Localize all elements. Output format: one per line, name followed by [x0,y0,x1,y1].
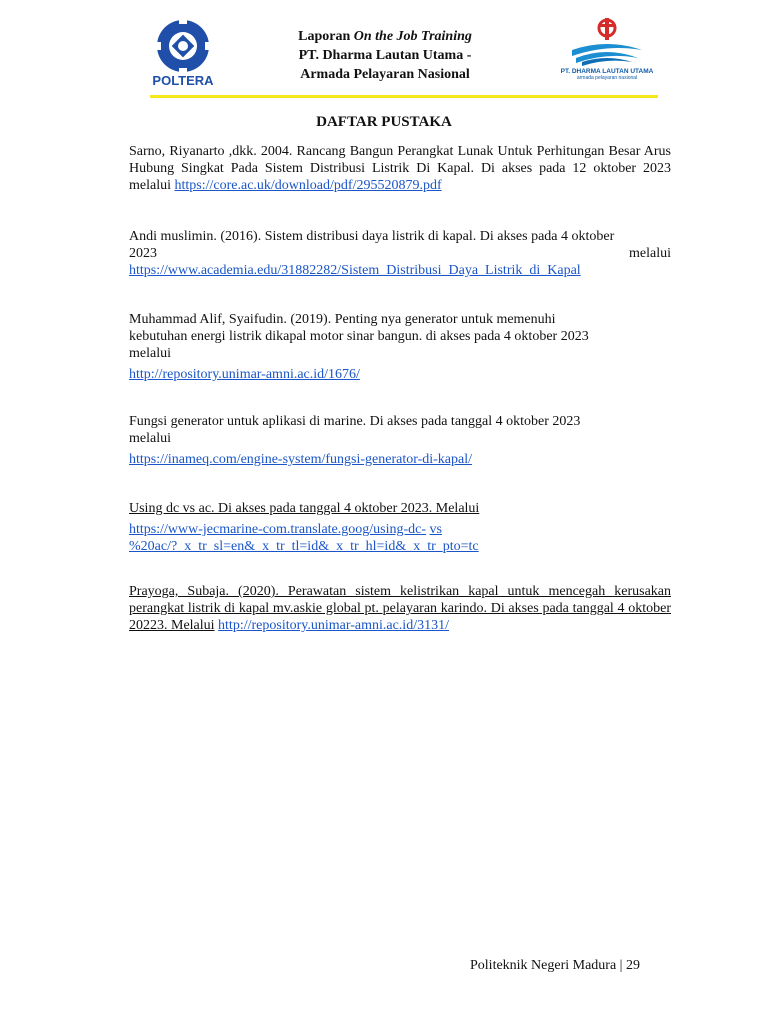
reference-1-text: Sarno, Riyanarto ,dkk. 2004. Rancang Bangun Perangkat Lunak Untuk Perhitungan Besar Arus Hubung Singkat Pada Sistem Distribusi Listrik Di Kapal. Di akses pada 12 oktober 2023 melalui [129,144,671,193]
reference-3-line3: melalui [129,346,171,361]
title-italic: On the Job Training [353,29,472,44]
reference-1-link[interactable]: https://core.ac.uk/download/pdf/295520879.pdf [174,178,442,193]
reference-4-line2: melalui [129,431,171,446]
poltera-logo-text: POLTERA [152,73,214,88]
title-line3: Armada Pelayaran Nasional [300,67,470,82]
title-line2: PT. Dharma Lautan Utama - [298,48,472,63]
reference-2 [129,228,671,279]
dharma-logo-text: PT. DHARMA LAUTAN UTAMA [560,68,654,75]
reference-2-year: 2023 [129,246,157,261]
page-heading: DAFTAR PUSTAKA [316,114,452,130]
header-divider [150,95,658,98]
dharma-logo-subtext: armada pelayaran nasional [576,75,638,81]
reference-6-text: Prayoga, Subaja. (2020). Perawatan sistem kelistrikan kapal untuk mencegah kerusakan perangkat listrik di kapal mv.askie global pt. pelayaran karindo. Di akses pada tanggal 4 oktober 20223. Melalui [129,584,671,633]
reference-5-link-part2[interactable]: vs [429,522,442,537]
reference-1 [129,143,671,194]
reference-4 [129,413,671,468]
reference-5-line1: Using dc vs ac. Di akses pada tanggal 4 oktober 2023. Melalui [129,501,480,516]
reference-3-line2: kebutuhan energi listrik dikapal motor sinar bangun. di akses pada 4 oktober 2023 [129,329,589,344]
reference-3-line1: Muhammad Alif, Syaifudin. (2019). Penting nya generator untuk memenuhi [129,312,556,327]
reference-5-link-line2[interactable]: %20ac/?_x_tr_sl=en&_x_tr_tl=id&_x_tr_hl=id&_x_tr_pto=tc [129,539,479,554]
header-title [250,27,520,84]
reference-2-melalui: melalui [629,246,671,261]
title-prefix: Laporan [298,29,351,44]
reference-5-link-part1[interactable]: https://www-jecmarine-com.translate.goog/using-dc- [129,522,427,537]
reference-6 [129,583,671,634]
reference-4-line1: Fungsi generator untuk aplikasi di marine. Di akses pada tanggal 4 oktober 2023 [129,414,581,429]
reference-3-link[interactable]: http://repository.unimar-amni.ac.id/1676/ [129,367,360,382]
reference-6-link[interactable]: http://repository.unimar-amni.ac.id/3131/ [218,618,449,633]
reference-3 [129,311,671,383]
reference-4-link[interactable]: https://inameq.com/engine-system/fungsi-generator-di-kapal/ [129,452,473,467]
reference-2-line1: Andi muslimin. (2016). Sistem distribusi daya listrik di kapal. Di akses pada 4 oktober [129,229,615,244]
poltera-logo [150,18,216,88]
page-footer: Politeknik Negeri Madura | 29 [470,958,640,973]
reference-2-link[interactable]: https://www.academia.edu/31882282/Sistem_Distribusi_Daya_Listrik_di_Kapal [129,263,581,278]
dharma-lautan-logo [560,16,654,81]
reference-5 [129,500,671,555]
